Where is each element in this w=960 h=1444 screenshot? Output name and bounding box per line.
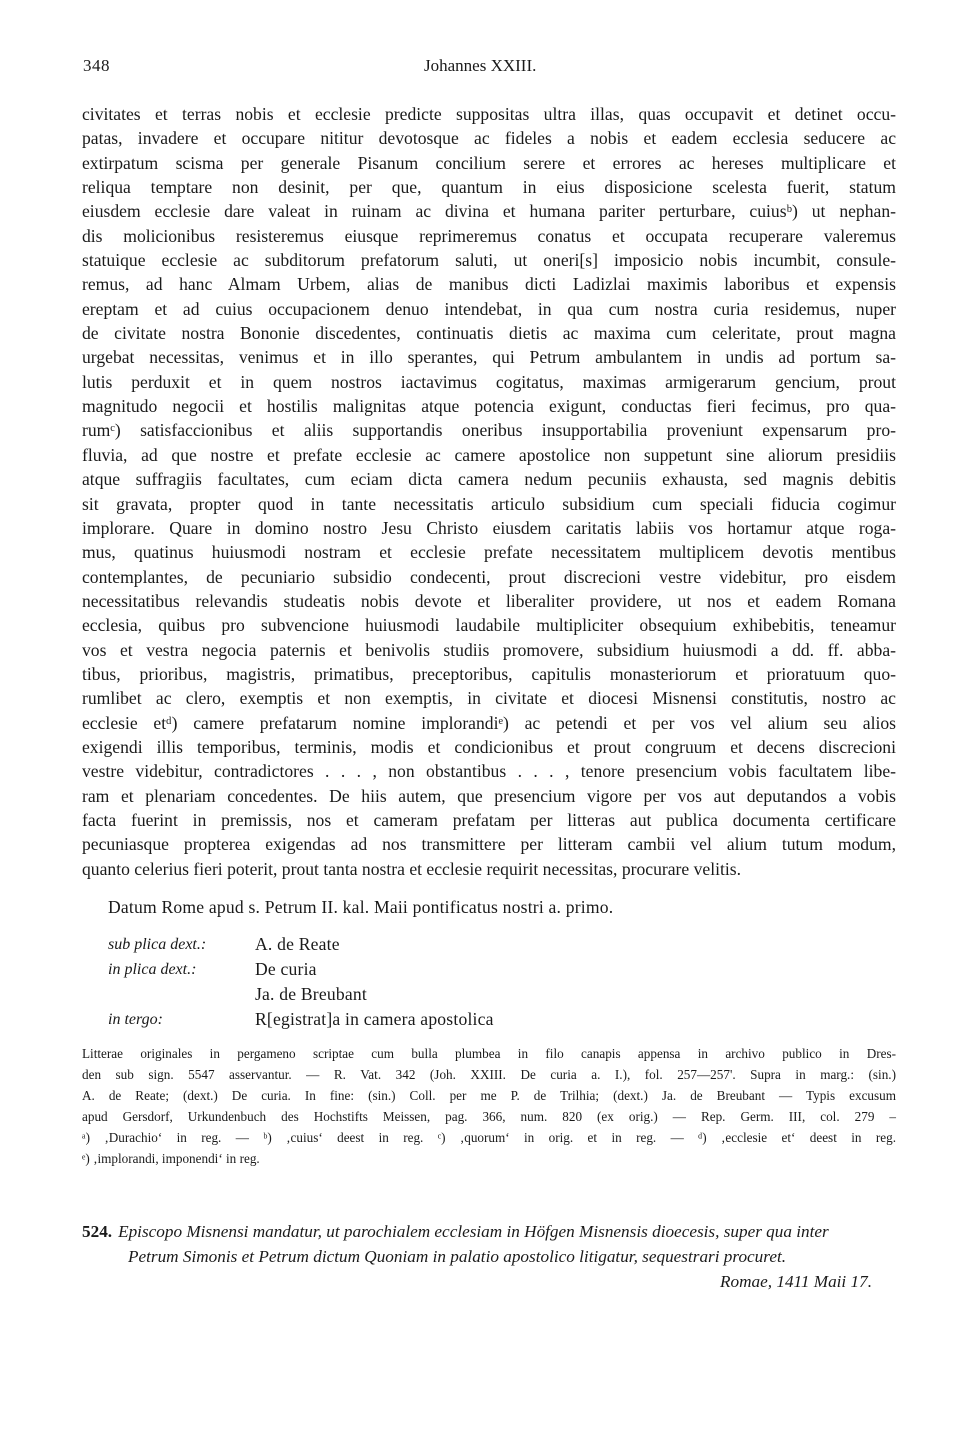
subscription-label [108, 982, 255, 1007]
entry-number: 524. [82, 1222, 113, 1241]
body-line: reliqua temptare non desinit, per que, quantum in eius disposicione scelesta fuerit, statum [82, 177, 896, 198]
apparatus-line: apud Gersdorf, Urkundenbuch des Hochstifts Meissen, pag. 366, num. 820 (ex orig.) — Rep. Germ. III, col. 279 – [82, 1109, 896, 1125]
body-line: ram et plenariam concedentes. De hiis autem, que presencium vigore per vos aut deputandos a vobis [82, 785, 896, 806]
body-line: civitates et terras nobis et ecclesie predicte suppositas ultra illas, quas occupavit et detinet occu- [82, 104, 896, 124]
body-line: pecuniasque propterea exigendas ad nos transmittere per litteram cambii vel alium tutum modum, [82, 834, 896, 855]
subscription-row [108, 1007, 494, 1032]
body-line: remus, ad hanc Almam Urbem, alias de manibus dicti Ladizlai maximis laboribus et expensis [82, 274, 896, 295]
body-line: ecclesie etᵈ) camere prefatarum nomine implorandiᵉ) ac petendi et per vos vel alium seu alios [82, 712, 896, 733]
critical-apparatus [82, 1043, 896, 1170]
subscription-value: A. de Reate [255, 934, 340, 954]
regest-line: Petrum Simonis et Petrum dictum Quoniam in palatio apostolico litigatur, sequestrari procuret. [128, 1247, 787, 1266]
next-entry-regest [82, 1219, 896, 1294]
dating-clause: Datum Rome apud s. Petrum II. kal. Maii pontificatus nostri a. primo. [108, 897, 614, 917]
body-line: urgebat necessitas, venimus et in illo sperantes, qui Petrum ambulantem in undis ad portum sa- [82, 347, 896, 368]
regest-text: Episcopo Misnensi mandatur, ut parochialem ecclesiam in Höfgen Misnensis dioecesis, super qua inter [118, 1222, 829, 1241]
place-date: Romae, 1411 Maii 17. [720, 1272, 872, 1291]
body-line: quanto celerius fieri poterit, prout tanta nostra et ecclesie requirit necessitas, procurare velitis. [82, 858, 742, 879]
apparatus-line: A. de Reate; (dext.) De curia. In fine: (sin.) Coll. per me P. de Trilhia; (dext.) Ja. de Breubant — Typis excusum [82, 1088, 896, 1104]
regest-line [82, 1219, 896, 1244]
body-line: mus, quatinus huiusmodi nostram et ecclesie prefate necessitatem multiplicem devotis mentibus [82, 542, 896, 563]
body-line: tibus, prioribus, magistris, primatibus, preceptoribus, capitulis monasteriorum et prioratuum quo- [82, 663, 896, 684]
subscription-label: in plica dext.: [108, 961, 197, 978]
subscription-value: R[egistrat]a in camera apostolica [255, 1009, 494, 1029]
body-line: vos et vestra negocia paternis et benivolis studiis promovere, subsidium huiusmodi a dd. ff. abba- [82, 639, 896, 660]
subscriptions [108, 932, 494, 1032]
subscription-value: De curia [255, 959, 317, 979]
subscription-row [108, 957, 494, 982]
body-line: rumlibet ac clero, exemptis et non exemptis, in civitate et diocesi Misnensi constitutis, nostro ac [82, 688, 896, 709]
apparatus-line: ᵉ) ‚implorandi, imponendi‘ in reg. [82, 1151, 260, 1167]
subscription-row [108, 982, 494, 1007]
body-line: atque suffragiis facultates, cum eciam dicta camera nedum pecuniis exhausta, sed magnis debitis [82, 469, 896, 490]
body-line: patas, invadere et occupare nititur devotosque ac fideles a nobis et eadem ecclesia seducere ac [82, 128, 896, 149]
body-line: vestre videbitur, contradictores . . . , non obstantibus . . . , tenore presencium vobis facultatem libe- [82, 761, 896, 782]
body-line: statuique ecclesie ac subditorum prefatorum saluti, ut oneri[s] imposicio nobis incumbit, consule- [82, 250, 896, 271]
body-line: fluvia, ad que nostre et prefate ecclesie ac camere apostolice non suppetunt sine aliorum presidiis [82, 444, 896, 465]
body-line: eiusdem ecclesie dare valeat in ruinam ac divina et humana pariter perturbare, cuiusᵇ) ut nephan- [82, 201, 896, 222]
body-line: lutis perduxit et in quem nostros iactavimus cogitatus, maximas armigerarum gencium, prout [82, 371, 896, 392]
body-line: implorare. Quare in domino nostro Jesu Christo eiusdem caritatis labiis vos hortamur atque roga- [82, 517, 896, 538]
body-line: ecclesia, quibus pro subvencione huiusmodi laudabile multipliciter obsequium exhibebitis, teneamur [82, 615, 896, 636]
body-line: ereptam et ad cuius occupacionem denuo intendebat, in qua cum nostra curia residemus, nuper [82, 298, 896, 319]
subscription-value: Ja. de Breubant [255, 984, 367, 1004]
apparatus-line: den sub sign. 5547 asservantur. — R. Vat. 342 (Joh. XXIII. De curia a. I.), fol. 257—257'. Supra in marg.: (sin.) [82, 1067, 896, 1083]
body-line: contemplantes, de pecuniario subsidio condecenti, prout discrecioni vestre videbitur, pro eisdem [82, 566, 896, 587]
body-line: magnitudo negocii et hostilis malignitas atque potencia exigunt, conductas fieri fecimus, pro qua- [82, 396, 896, 417]
subscription-label: in tergo: [108, 1011, 163, 1028]
body-line: de civitate nostra Bononie discedentes, continuatis dietis ac maxima cum celeritate, prout magna [82, 323, 896, 344]
body-line: sit gravata, propter quod in tante necessitatis articulo subsidium cum speciali fiducia cogimur [82, 493, 896, 514]
body-line: necessitatibus relevandis studeatis nobis devote et liberaliter providere, ut nos et eadem Romana [82, 590, 896, 611]
body-line: rumᶜ) satisfaccionibus et aliis supportandis oneribus insupportabilia proveniunt expensarum pro- [82, 420, 896, 441]
body-line: facta fuerint in premissis, nos et cameram prefatam per litteras aut publica documenta certificare [82, 809, 896, 830]
subscription-label: sub plica dext.: [108, 936, 207, 953]
apparatus-line: Litterae originales in pergameno scriptae cum bulla plumbea in filo canapis appensa in archivo publico in Dres- [82, 1046, 896, 1061]
letter-body [82, 102, 896, 881]
subscription-row [108, 932, 494, 957]
apparatus-line: ᵃ) ‚Durachio‘ in reg. — ᵇ) ‚cuius‘ deest in reg. ᶜ) ‚quorum‘ in orig. et in reg. — ᵈ) ‚ecclesie et‘ deest in reg. [82, 1130, 896, 1146]
body-line: extirpatum scisma per generale Pisanum concilium serere et errores ac hereses multiplicare et [82, 152, 896, 173]
page-number: 348 [83, 56, 110, 75]
running-head: Johannes XXIII. [424, 56, 537, 75]
body-line: exigendi illis temporibus, terminis, modis et condicionibus et prout congruum et decens discrecioni [82, 736, 896, 757]
body-line: dis molicionibus resisteremus eiusque reprimeremus conatus et occupata recuperare valeremus [82, 225, 896, 246]
